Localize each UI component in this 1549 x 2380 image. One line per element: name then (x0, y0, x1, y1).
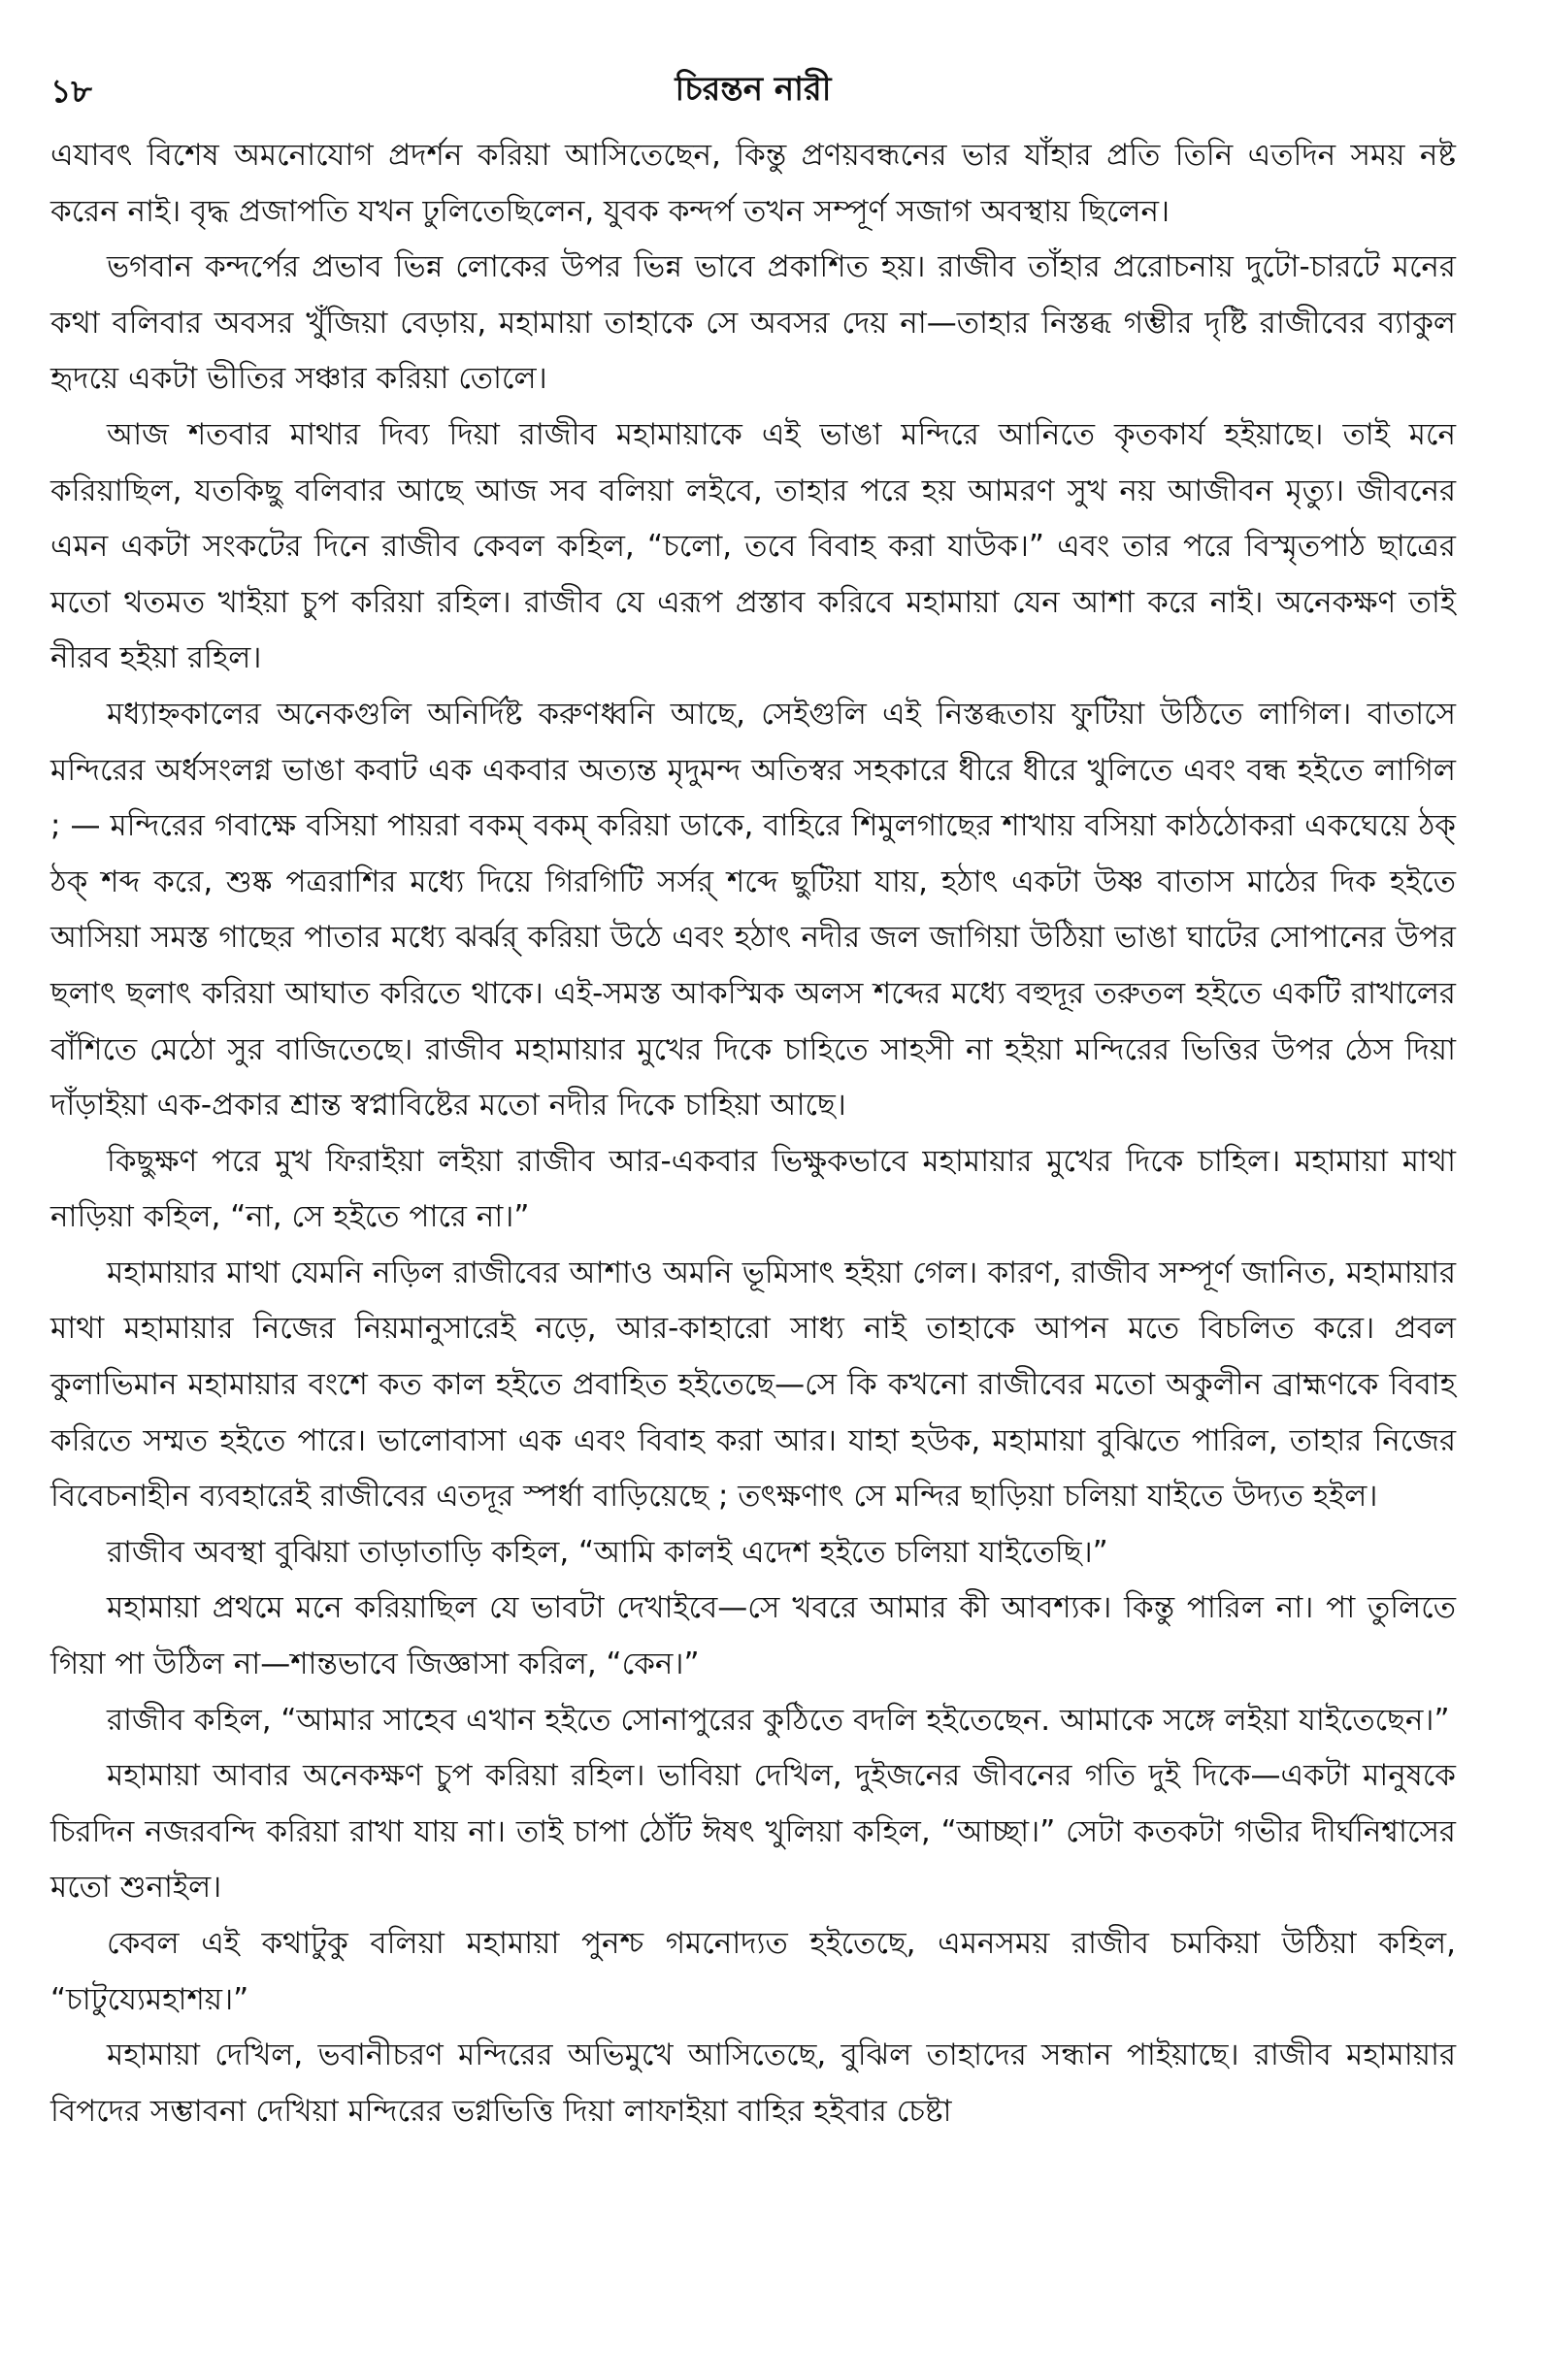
paragraph-10: মহামায়া আবার অনেকক্ষণ চুপ করিয়া রহিল। ভাবিয়া দেখিল, দুইজনের জীবনের গতি দুই দিকে—একটা মানুষকে চিরদিন নজরবন্দি করিয়া রাখা যায় না। তাই চাপা ঠোঁট ঈষৎ খুলিয়া কহিল, “আচ্ছা।” সেটা কতকটা গভীর দীর্ঘনিশ্বাসের মতো শুনাইল। (50, 1758, 1456, 1906)
page-number: ১৮ (50, 72, 92, 110)
paragraph-6: মহামায়ার মাথা যেমনি নড়িল রাজীবের আশাও অমনি ভূমিসাৎ হইয়া গেল। কারণ, রাজীব সম্পূর্ণ জানিত, মহামায়ার মাথা মহামায়ার নিজের নিয়মানুসারেই নড়ে, আর-কাহারো সাধ্য নাই তাহাকে আপন মতে বিচলিত করে। প্রবল কুলাভিমান মহামায়ার বংশে কত কাল হইতে প্রবাহিত হইতেছে—সে কি কখনো রাজীবের মতো অকুলীন ব্রাহ্মণকে বিবাহ করিতে সম্মত হইতে পারে। ভালোবাসা এক এবং বিবাহ করা আর। যাহা হউক, মহামায়া বুঝিতে পারিল, তাহার নিজের বিবেচনাহীন ব্যবহারেই রাজীবের এতদূর স্পর্ধা বাড়িয়েছে ; তৎক্ষণাৎ সে মন্দির ছাড়িয়া চলিয়া যাইতে উদ্যত হইল। (50, 1255, 1456, 1515)
running-header (50, 60, 1456, 118)
paragraph-2: ভগবান কন্দর্পের প্রভাব ভিন্ন লোকের উপর ভিন্ন ভাবে প্রকাশিত হয়। রাজীব তাঁহার প্ররোচনায় দুটো-চারটে মনের কথা বলিবার অবসর খুঁজিয়া বেড়ায়, মহামায়া তাহাকে সে অবসর দেয় না—তাহার নিস্তব্ধ গম্ভীর দৃষ্টি রাজীবের ব্যাকুল হৃদয়ে একটা ভীতির সঞ্চার করিয়া তোলে। (50, 249, 1456, 397)
running-title: চিরন্তন নারী (675, 70, 832, 109)
paragraph-3: আজ শতবার মাথার দিব্য দিয়া রাজীব মহামায়াকে এই ভাঙা মন্দিরে আনিতে কৃতকার্য হইয়াছে। তাই মনে করিয়াছিল, যতকিছু বলিবার আছে আজ সব বলিয়া লইবে, তাহার পরে হয় আমরণ সুখ নয় আজীবন মৃত্যু। জীবনের এমন একটা সংকটের দিনে রাজীব কেবল কহিল, “চলো, তবে বিবাহ করা যাউক।” এবং তার পরে বিস্মৃতপাঠ ছাত্রের মতো থতমত খাইয়া চুপ করিয়া রহিল। রাজীব যে এরূপ প্রস্তাব করিবে মহামায়া যেন আশা করে নাই। অনেকক্ষণ তাই নীরব হইয়া রহিল। (50, 416, 1456, 676)
paragraph-9: রাজীব কহিল, “আমার সাহেব এখান হইতে সোনাপুরের কুঠিতে বদলি হইতেছেন. আমাকে সঙ্গে লইয়া যাইতেছেন।” (107, 1702, 1450, 1738)
paragraph-5: কিছুক্ষণ পরে মুখ ফিরাইয়া লইয়া রাজীব আর-একবার ভিক্ষুকভাবে মহামায়ার মুখের দিকে চাহিল। মহামায়া মাথা নাড়িয়া কহিল, “না, সে হইতে পারে না।” (50, 1143, 1456, 1235)
paragraph-7: রাজীব অবস্থা বুঝিয়া তাড়াতাড়ি কহিল, “আমি কালই এদেশ হইতে চলিয়া যাইতেছি।” (107, 1534, 1108, 1570)
body-text (50, 128, 1456, 2139)
paragraph-12: মহামায়া দেখিল, ভবানীচরণ মন্দিরের অভিমুখে আসিতেছে, বুঝিল তাহাদের সন্ধান পাইয়াছে। রাজীব মহামায়ার বিপদের সম্ভাবনা দেখিয়া মন্দিরের ভগ্নভিত্তি দিয়া লাফাইয়া বাহির হইবার চেষ্টা (50, 2038, 1456, 2129)
paragraph-4: মধ্যাহ্নকালের অনেকগুলি অনির্দিষ্ট করুণধ্বনি আছে, সেইগুলি এই নিস্তব্ধতায় ফুটিয়া উঠিতে লাগিল। বাতাসে মন্দিরের অর্ধসংলগ্ন ভাঙা কবাট এক একবার অত্যন্ত মৃদুমন্দ অতিস্বর সহকারে ধীরে ধীরে খুলিতে এবং বন্ধ হইতে লাগিল ; — মন্দিরের গবাক্ষে বসিয়া পায়রা বকম্ বকম্ করিয়া ডাকে, বাহিরে শিমুলগাছের শাখায় বসিয়া কাঠঠোকরা একঘেয়ে ঠক্ ঠক্ শব্দ করে, শুষ্ক পত্ররাশির মধ্যে দিয়ে গিরগিটি সর্সর্ শব্দে ছুটিয়া যায়, হঠাৎ একটা উষ্ণ বাতাস মাঠের দিক হইতে আসিয়া সমস্ত গাছের পাতার মধ্যে ঝর্ঝর্ করিয়া উঠে এবং হঠাৎ নদীর জল জাগিয়া উঠিয়া ভাঙা ঘাটের সোপানের উপর ছলাৎ ছলাৎ করিয়া আঘাত করিতে থাকে। এই-সমস্ত আকস্মিক অলস শব্দের মধ্যে বহুদূর তরুতল হইতে একটি রাখালের বাঁশিতে মেঠো সুর বাজিতেছে। রাজীব মহামায়ার মুখের দিকে চাহিতে সাহসী না হইয়া মন্দিরের ভিত্তির উপর ঠেস দিয়া দাঁড়াইয়া এক-প্রকার শ্রান্ত স্বপ্নাবিষ্টের মতো নদীর দিকে চাহিয়া আছে। (50, 696, 1456, 1124)
paragraph-1: এযাবৎ বিশেষ অমনোযোগ প্রদর্শন করিয়া আসিতেছেন, কিন্তু প্রণয়বন্ধনের ভার যাঁহার প্রতি তিনি এতদিন সময় নষ্ট করেন নাই। বৃদ্ধ প্রজাপতি যখন ঢুলিতেছিলেন, যুবক কন্দর্প তখন সম্পূর্ণ সজাগ অবস্থায় ছিলেন। (50, 138, 1456, 229)
paragraph-11: কেবল এই কথাটুকু বলিয়া মহামায়া পুনশ্চ গমনোদ্যত হইতেছে, এমনসময় রাজীব চমকিয়া উঠিয়া কহিল, “চাটুয্যেমহাশয়।” (50, 1926, 1456, 2017)
paragraph-8: মহামায়া প্রথমে মনে করিয়াছিল যে ভাবটা দেখাইবে—সে খবরে আমার কী আবশ্যক। কিন্তু পারিল না। পা তুলিতে গিয়া পা উঠিল না—শান্তভাবে জিজ্ঞাসা করিল, “কেন।” (50, 1590, 1456, 1682)
